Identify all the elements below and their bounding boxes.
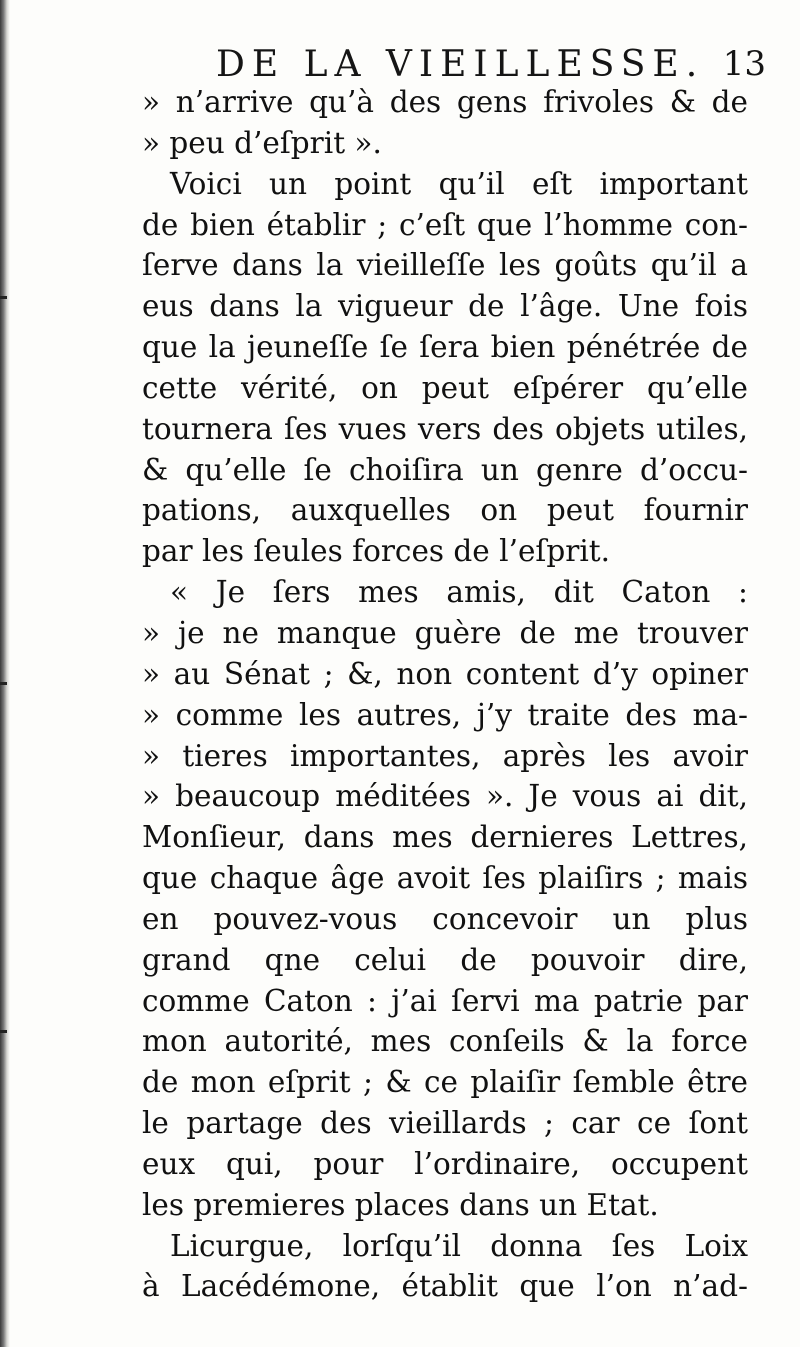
text-line: tournera ſes vues vers des objets utiles,	[142, 411, 748, 446]
text-line: » tieres importantes, après les avoir	[142, 738, 748, 773]
running-title: DE LA VIEILLESSE.	[216, 44, 705, 85]
text-line: Monſieur, dans mes dernieres Lettres,	[142, 820, 748, 855]
margin-mark	[0, 682, 7, 685]
body-text	[142, 82, 748, 1307]
text-line: les premieres places dans un Etat.	[142, 1187, 659, 1222]
text-line: « Je ſers mes amis, dit Caton :	[170, 575, 748, 610]
page-number: 13	[722, 44, 766, 84]
page-gutter-shadow	[0, 0, 10, 1347]
text-line: en pouvez-vous concevoir un plus	[142, 901, 748, 936]
text-line: eux qui, pour l’ordinaire, occupent	[142, 1146, 748, 1181]
text-line: par les ſeules forces de l’eſprit.	[142, 534, 610, 569]
text-line: comme Caton : j’ai ſervi ma patrie par	[142, 983, 748, 1018]
text-line: » comme les autres, j’y traite des ma-	[142, 697, 748, 732]
text-line: cette vérité, on peut eſpérer qu’elle	[142, 370, 748, 405]
text-line: grand qne celui de pouvoir dire,	[142, 942, 748, 977]
text-line: que chaque âge avoit ſes plaiſirs ; mais	[142, 861, 748, 896]
text-line: » n’arrive qu’à des gens frivoles & de	[142, 85, 748, 119]
margin-mark	[0, 1030, 7, 1033]
text-line: à Lacédémone, établit que l’on n’ad-	[142, 1269, 748, 1304]
text-line: » peu d’eſprit ».	[142, 125, 382, 160]
text-line: Voici un point qu’il eſt important	[170, 166, 748, 201]
text-line: » beaucoup méditées ». Je vous ai dit,	[142, 779, 748, 814]
text-line: » je ne manque guère de me trouver	[142, 615, 748, 650]
text-line: & qu’elle ſe choiſira un genre d’occu-	[142, 452, 748, 487]
text-line: mon autorité, mes conſeils & la force	[142, 1024, 748, 1059]
text-line: » au Sénat ; &, non content d’y opiner	[142, 656, 748, 691]
text-line: de mon eſprit ; & ce plaiſir ſemble être	[142, 1065, 748, 1100]
margin-mark	[0, 296, 7, 299]
text-line: Licurgue, lorſqu’il donna ſes Loix	[170, 1228, 748, 1263]
text-line: de bien établir ; c’eſt que l’homme con-	[142, 207, 748, 242]
text-line: que la jeuneſſe ſe ſera bien pénétrée de	[142, 330, 748, 365]
text-line: pations, auxquelles on peut fournir	[142, 493, 748, 528]
text-line: le partage des vieillards ; car ce ſont	[142, 1106, 748, 1141]
text-line: ſerve dans la vieilleſſe les goûts qu’il a	[142, 248, 748, 283]
text-line: eus dans la vigueur de l’âge. Une fois	[142, 289, 748, 324]
